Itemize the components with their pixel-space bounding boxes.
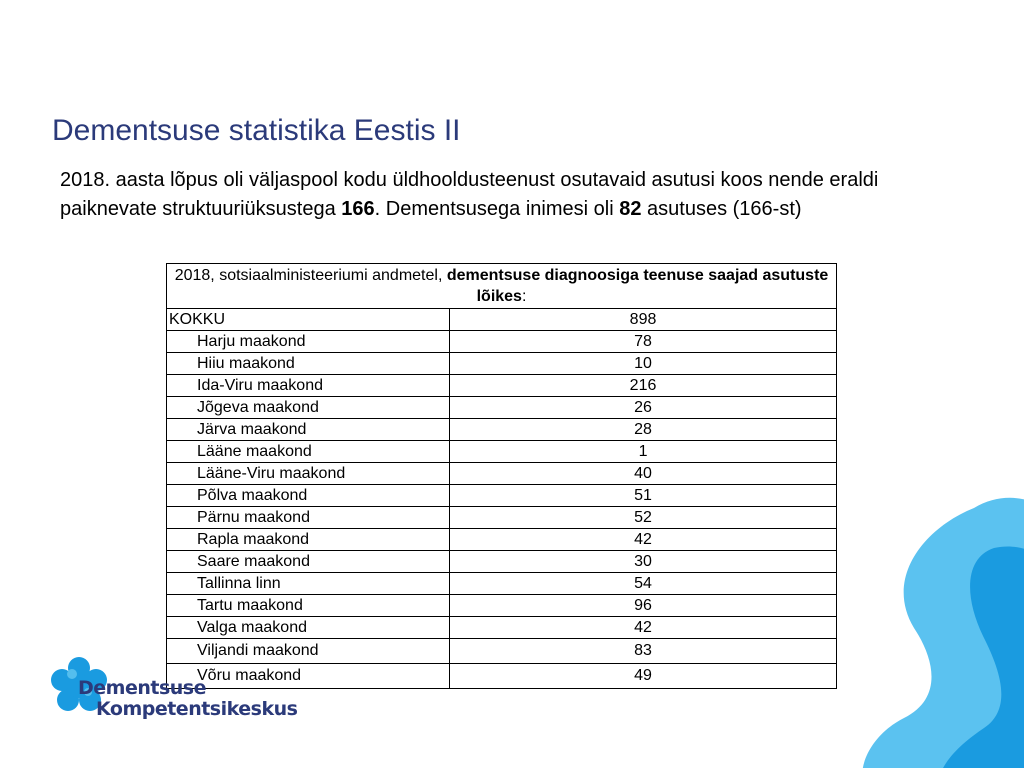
county-value: 78 <box>450 331 837 353</box>
county-value: 96 <box>450 595 837 617</box>
table-row <box>167 551 837 573</box>
table-row <box>167 485 837 507</box>
county-value: 83 <box>450 639 837 664</box>
intro-text-2: . Dementsusega inimesi oli <box>374 198 620 220</box>
table-row <box>167 331 837 353</box>
table-row <box>167 463 837 485</box>
county-value: 216 <box>450 375 837 397</box>
logo-line-1: Dementsuse <box>78 677 206 699</box>
decorative-blob-icon <box>824 488 1024 768</box>
county-value: 30 <box>450 551 837 573</box>
county-value: 26 <box>450 397 837 419</box>
county-label: Võru maakond <box>167 664 450 689</box>
logo-line-2: Kompetentsikeskus <box>96 698 298 720</box>
table-header-suffix: : <box>521 288 527 305</box>
table-row <box>167 573 837 595</box>
county-value: 42 <box>450 617 837 639</box>
county-value: 28 <box>450 419 837 441</box>
county-value: 51 <box>450 485 837 507</box>
county-value: 49 <box>450 664 837 689</box>
logo-text <box>78 678 297 720</box>
intro-text-1: 2018. aasta lõpus oli väljaspool kodu üldhooldusteenust osutavaid asutusi koos nende eraldi paiknevate struktuuriüksustega <box>60 169 879 220</box>
county-value: 40 <box>450 463 837 485</box>
table-row <box>167 375 837 397</box>
table-header-plain: 2018, sotsiaalministeeriumi andmetel, <box>174 267 447 284</box>
table-row <box>167 595 837 617</box>
county-label: Viljandi maakond <box>167 639 450 664</box>
county-label: Saare maakond <box>167 551 450 573</box>
table-header-row <box>167 264 837 309</box>
table-header-bold: dementsuse diagnoosiga teenuse saajad asutuste lõikes <box>446 267 829 305</box>
county-value: 10 <box>450 353 837 375</box>
table-row-total <box>167 309 837 331</box>
table-row <box>167 529 837 551</box>
table-row <box>167 507 837 529</box>
intro-paragraph <box>60 166 940 224</box>
county-value: 52 <box>450 507 837 529</box>
county-value: 1 <box>450 441 837 463</box>
county-label: Rapla maakond <box>167 529 450 551</box>
county-label: Harju maakond <box>167 331 450 353</box>
county-label: Hiiu maakond <box>167 353 450 375</box>
county-value: 54 <box>450 573 837 595</box>
county-label: Jõgeva maakond <box>167 397 450 419</box>
county-value: 42 <box>450 529 837 551</box>
county-label: Lääne-Viru maakond <box>167 463 450 485</box>
total-value: 898 <box>450 309 837 331</box>
county-label: Tartu maakond <box>167 595 450 617</box>
county-label: Lääne maakond <box>167 441 450 463</box>
county-label: Valga maakond <box>167 617 450 639</box>
intro-count-dementia: 82 <box>619 198 642 220</box>
county-label: Järva maakond <box>167 419 450 441</box>
stats-table <box>166 263 837 689</box>
intro-count-institutions: 166 <box>341 198 375 220</box>
table-header-cell <box>167 264 837 309</box>
county-label: Pärnu maakond <box>167 507 450 529</box>
total-label: KOKKU <box>167 309 450 331</box>
brand-logo <box>48 650 328 730</box>
county-label: Ida-Viru maakond <box>167 375 450 397</box>
intro-text-3: asutuses (166-st) <box>641 198 802 220</box>
page-title: Dementsuse statistika Eestis II <box>52 114 461 147</box>
table-row <box>167 419 837 441</box>
table-row <box>167 617 837 639</box>
county-label: Põlva maakond <box>167 485 450 507</box>
table-row <box>167 353 837 375</box>
table-row <box>167 397 837 419</box>
table-row <box>167 441 837 463</box>
county-label: Tallinna linn <box>167 573 450 595</box>
